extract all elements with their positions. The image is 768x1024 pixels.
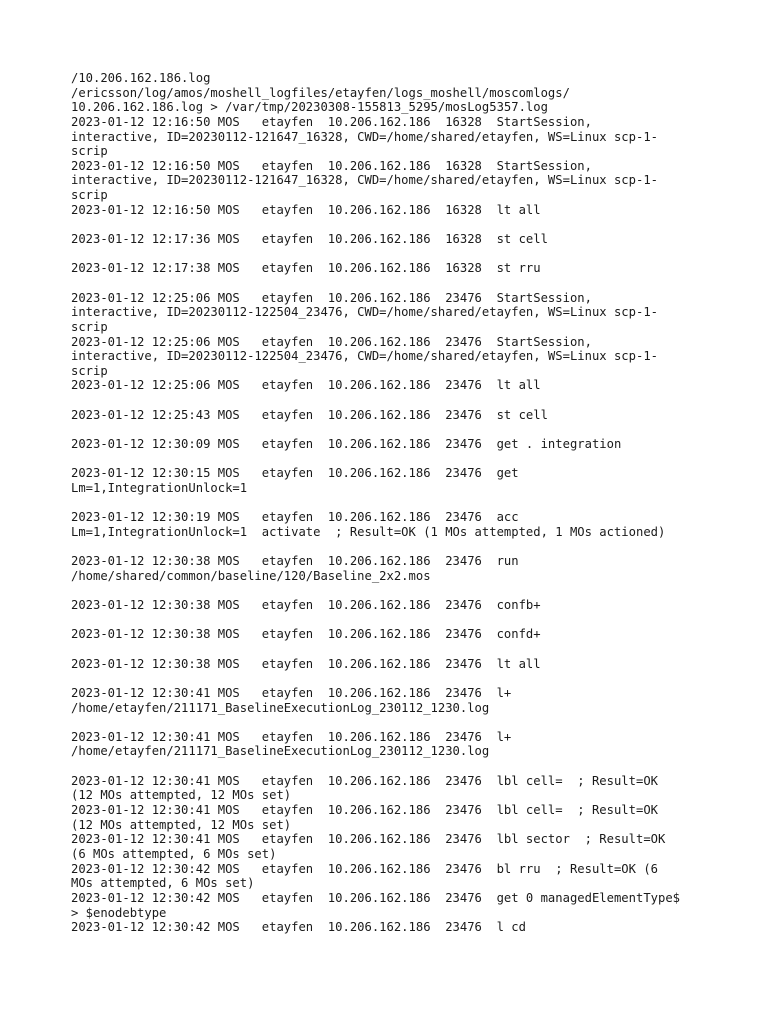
log-line: 2023-01-12 12:25:06 MOS etayfen 10.206.162.186 23476 lt all bbox=[71, 378, 541, 393]
log-line: 2023-01-12 12:30:09 MOS etayfen 10.206.162.186 23476 get . integration bbox=[71, 437, 622, 452]
log-line: 2023-01-12 12:25:43 MOS etayfen 10.206.162.186 23476 st cell bbox=[71, 407, 548, 422]
log-line: /home/etayfen/211171_BaselineExecutionLog_230112_1230.log bbox=[71, 744, 490, 759]
blank-line bbox=[71, 247, 731, 262]
log-line: 2023-01-12 12:30:41 MOS etayfen 10.206.162.186 23476 l+ bbox=[71, 685, 512, 700]
log-line: 2023-01-12 12:16:50 MOS etayfen 10.206.162.186 16328 lt all bbox=[71, 202, 541, 217]
log-line: (12 MOs attempted, 12 MOs set) bbox=[71, 817, 292, 832]
log-line: 2023-01-12 12:30:42 MOS etayfen 10.206.162.186 23476 get 0 managedElementType$ bbox=[71, 890, 681, 905]
log-line: 2023-01-12 12:25:06 MOS etayfen 10.206.162.186 23476 StartSession, bbox=[71, 334, 592, 349]
log-line: 2023-01-12 12:17:36 MOS etayfen 10.206.162.186 16328 st cell bbox=[71, 232, 548, 247]
blank-line bbox=[71, 583, 731, 598]
log-line: 2023-01-12 12:30:41 MOS etayfen 10.206.162.186 23476 lbl sector ; Result=OK bbox=[71, 832, 666, 847]
blank-line bbox=[71, 642, 731, 657]
blank-line bbox=[71, 422, 731, 437]
log-line: scrip bbox=[71, 319, 108, 334]
blank-line bbox=[71, 540, 731, 555]
log-line: (12 MOs attempted, 12 MOs set) bbox=[71, 788, 292, 803]
log-line: (6 MOs attempted, 6 MOs set) bbox=[71, 846, 277, 861]
log-line: 2023-01-12 12:30:42 MOS etayfen 10.206.162.186 23476 bl rru ; Result=OK (6 bbox=[71, 861, 658, 876]
log-line: scrip bbox=[71, 188, 108, 203]
log-line: 2023-01-12 12:30:38 MOS etayfen 10.206.162.186 23476 confd+ bbox=[71, 627, 541, 642]
log-line: 10.206.162.186.log > /var/tmp/20230308-155813_5295/mosLog5357.log bbox=[71, 100, 548, 115]
log-line: 2023-01-12 12:30:38 MOS etayfen 10.206.162.186 23476 run bbox=[71, 554, 519, 569]
log-line: /10.206.162.186.log bbox=[71, 71, 211, 85]
log-line: interactive, ID=20230112-121647_16328, CWD=/home/shared/etayfen, WS=Linux scp-1- bbox=[71, 173, 658, 188]
log-line: 2023-01-12 12:16:50 MOS etayfen 10.206.162.186 16328 StartSession, bbox=[71, 114, 592, 129]
blank-line bbox=[71, 393, 731, 408]
log-line: 2023-01-12 12:17:38 MOS etayfen 10.206.162.186 16328 st rru bbox=[71, 261, 541, 276]
log-line: interactive, ID=20230112-122504_23476, CWD=/home/shared/etayfen, WS=Linux scp-1- bbox=[71, 305, 658, 320]
log-line: 2023-01-12 12:25:06 MOS etayfen 10.206.162.186 23476 StartSession, bbox=[71, 290, 592, 305]
log-line: /home/etayfen/211171_BaselineExecutionLog_230112_1230.log bbox=[71, 700, 490, 715]
log-line: 2023-01-12 12:30:41 MOS etayfen 10.206.162.186 23476 lbl cell= ; Result=OK bbox=[71, 803, 658, 818]
blank-line bbox=[71, 496, 731, 511]
blank-line bbox=[71, 671, 731, 686]
blank-line bbox=[71, 613, 731, 628]
blank-line bbox=[71, 715, 731, 730]
log-line: 2023-01-12 12:30:15 MOS etayfen 10.206.162.186 23476 get bbox=[71, 466, 519, 481]
log-line: interactive, ID=20230112-122504_23476, CWD=/home/shared/etayfen, WS=Linux scp-1- bbox=[71, 349, 658, 364]
log-line: scrip bbox=[71, 363, 108, 378]
blank-line bbox=[71, 759, 731, 774]
blank-line bbox=[71, 217, 731, 232]
log-line: 2023-01-12 12:30:38 MOS etayfen 10.206.162.186 23476 confb+ bbox=[71, 598, 541, 613]
log-line: > $enodebtype bbox=[71, 905, 167, 920]
log-line: /ericsson/log/amos/moshell_logfiles/etayfen/logs_moshell/moscomlogs/ bbox=[71, 85, 570, 100]
log-line: /home/shared/common/baseline/120/Baseline_2x2.mos bbox=[71, 568, 431, 583]
log-line: 2023-01-12 12:30:38 MOS etayfen 10.206.162.186 23476 lt all bbox=[71, 656, 541, 671]
log-line: 2023-01-12 12:30:42 MOS etayfen 10.206.162.186 23476 l cd bbox=[71, 920, 526, 935]
log-line: 2023-01-12 12:30:19 MOS etayfen 10.206.162.186 23476 acc bbox=[71, 510, 519, 525]
log-line: Lm=1,IntegrationUnlock=1 bbox=[71, 480, 248, 495]
log-line: 2023-01-12 12:30:41 MOS etayfen 10.206.162.186 23476 lbl cell= ; Result=OK bbox=[71, 773, 658, 788]
blank-line bbox=[71, 276, 731, 291]
log-line: MOs attempted, 6 MOs set) bbox=[71, 876, 255, 891]
log-line: interactive, ID=20230112-121647_16328, CWD=/home/shared/etayfen, WS=Linux scp-1- bbox=[71, 129, 658, 144]
blank-line bbox=[71, 452, 731, 467]
log-line: scrip bbox=[71, 144, 108, 159]
log-line: 2023-01-12 12:16:50 MOS etayfen 10.206.162.186 16328 StartSession, bbox=[71, 158, 592, 173]
log-document bbox=[71, 71, 731, 935]
log-line: 2023-01-12 12:30:41 MOS etayfen 10.206.162.186 23476 l+ bbox=[71, 729, 512, 744]
log-line: Lm=1,IntegrationUnlock=1 activate ; Result=OK (1 MOs attempted, 1 MOs actioned) bbox=[71, 524, 666, 539]
